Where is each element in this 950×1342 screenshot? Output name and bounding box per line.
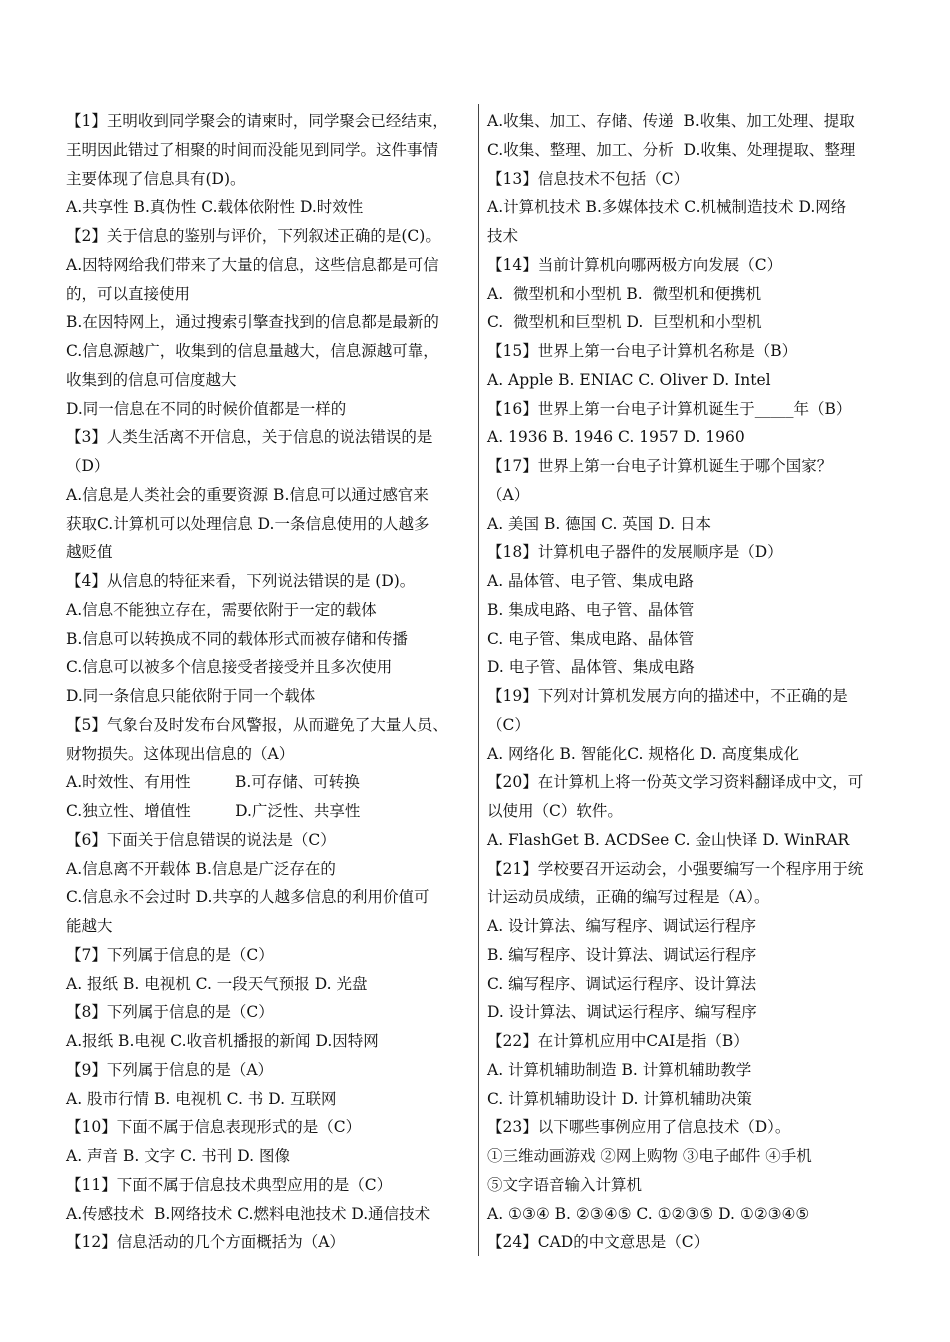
text-line: C.独立性、增值性 D.广泛性、共享性 [66,802,361,820]
text-line: 能越大 [66,917,113,935]
text-line: A.报纸 B.电视 C.收音机播报的新闻 D.因特网 [66,1032,379,1050]
text-line: A.信息离不开载体 B.信息是广泛存在的 [66,859,336,878]
text-line: 【4】从信息的特征来看，下列说法错误的是 (D)。 [66,572,416,590]
text-line: 【22】在计算机应用中CAI是指（B） [487,1032,749,1050]
text-line: A.时效性、有用性 B.可存储、可转换 [66,773,360,792]
text-line: A.收集、加工、存储、传递 B.收集、加工处理、提取 [487,112,855,130]
text-line: A. 声音 B. 文字 C. 书刊 D. 图像 [66,1147,290,1165]
text-line: 技术 [487,227,519,245]
text-line: A.信息不能独立存在，需要依附于一定的载体 [66,600,377,619]
text-line: 主要体现了信息具有(D)。 [66,169,246,188]
text-line: 【17】世界上第一台电子计算机诞生于哪个国家？ [487,457,833,475]
text-line: （D） [66,457,110,475]
left-column [66,107,470,1257]
text-line: C.信息永不会过时 D.共享的人越多信息的利用价值可 [66,888,430,907]
text-line: 【16】世界上第一台电子计算机诞生于_____年（B） [487,399,852,418]
text-line: A. 计算机辅助制造 B. 计算机辅助教学 [487,1060,752,1079]
text-line: 【15】世界上第一台电子计算机名称是（B） [487,342,798,360]
text-line: B. 编写程序、设计算法、调试运行程序 [487,945,757,964]
text-line: D. 电子管、晶体管、集成电路 [487,658,695,677]
text-line: D.同一信息在不同的时候价值都是一样的 [66,399,347,418]
text-line: B.信息可以转换成不同的载体形式而被存储和传播 [66,629,408,648]
text-line: 【7】下列属于信息的是（C） [66,945,274,964]
text-line: D. 设计算法、调试运行程序、编写程序 [487,1003,757,1022]
text-line: 【6】下面关于信息错误的说法是（C） [66,830,336,849]
text-line: ①三维动画游戏 ②网上购物 ③电子邮件 ④手机 [487,1147,812,1165]
text-line: A. ①③④ B. ②③④⑤ C. ①②③⑤ D. ①②③④⑤ [487,1204,810,1223]
text-line: C. 计算机辅助设计 D. 计算机辅助决策 [487,1089,752,1108]
text-line: A. 股市行情 B. 电视机 C. 书 D. 互联网 [66,1089,337,1108]
column-divider [478,104,479,1256]
text-line: 财物损失。这体现出信息的（A） [66,744,295,763]
text-line: ⑤文字语音输入计算机 [487,1175,643,1194]
text-line: A.因特网给我们带来了大量的信息，这些信息都是可信 [66,255,439,274]
text-line: 【18】计算机电子器件的发展顺序是（D） [487,543,783,562]
text-line: （A） [487,485,530,504]
text-line: 【23】以下哪些事例应用了信息技术（D）。 [487,1118,791,1137]
text-line: A.共享性 B.真伪性 C.载体依附性 D.时效性 [66,198,364,217]
text-line: （C） [487,715,530,734]
text-line: 【1】王明收到同学聚会的请柬时，同学聚会已经结束， [66,112,448,130]
text-line: 【21】学校要召开运动会，小强要编写一个程序用于统 [487,859,864,878]
text-line: A. 美国 B. 德国 C. 英国 D. 日本 [487,514,711,533]
text-line: 【13】信息技术不包括（C） [487,169,690,188]
text-line: A. Apple B. ENIAC C. Oliver D. Intel [487,370,771,389]
text-line: 【3】人类生活离不开信息，关于信息的说法错误的是 [66,428,433,447]
text-line: 【11】下面不属于信息技术典型应用的是（C） [66,1175,393,1194]
text-line: A. 1936 B. 1946 C. 1957 D. 1960 [487,428,745,447]
text-line: A. 设计算法、编写程序、调试运行程序 [487,917,757,935]
text-line: 以使用（C）软件。 [487,802,623,820]
text-line: 【24】CAD的中文意思是（C） [487,1233,710,1252]
text-line: C. 电子管、集成电路、晶体管 [487,629,695,648]
text-line: C. 微型机和巨型机 D. 巨型机和小型机 [487,313,762,332]
text-line: A.信息是人类社会的重要资源 B.信息可以通过感官来 [66,485,429,504]
text-line: 【5】气象台及时发布台风警报，从而避免了大量人员、 [66,715,448,734]
text-line: 【14】当前计算机向哪两极方向发展（C） [487,255,783,274]
text-line: A.计算机技术 B.多媒体技术 C.机械制造技术 D.网络 [487,198,847,217]
text-line: 越贬值 [66,543,113,562]
text-line: C.收集、整理、加工、分析 D.收集、处理提取、整理 [487,140,856,159]
text-line: 【12】信息活动的几个方面概括为（A） [66,1233,345,1252]
text-line: A. 微型机和小型机 B. 微型机和便携机 [487,284,762,303]
text-line: A. 报纸 B. 电视机 C. 一段天气预报 D. 光盘 [66,974,368,993]
text-line: 的，可以直接使用 [66,284,191,303]
right-column [487,107,891,1257]
text-line: B. 集成电路、电子管、晶体管 [487,600,695,619]
text-line: 【9】下列属于信息的是（A） [66,1060,274,1079]
text-line: 获取C.计算机可以处理信息 D.一条信息使用的人越多 [66,514,430,533]
text-line: C.信息可以被多个信息接受者接受并且多次使用 [66,658,393,677]
text-line: A. 晶体管、电子管、集成电路 [487,572,695,590]
text-line: 计运动员成绩，正确的编写过程是（A）。 [487,888,770,907]
text-line: 【10】下面不属于信息表现形式的是（C） [66,1118,362,1137]
text-line: 收集到的信息可信度越大 [66,370,237,389]
text-line: 【8】下列属于信息的是（C） [66,1003,274,1022]
text-line: A. FlashGet B. ACDSee C. 金山快译 D. WinRAR [487,830,850,849]
text-line: 【2】关于信息的鉴别与评价，下列叙述正确的是(C)。 [66,227,441,245]
text-line: D.同一条信息只能依附于同一个载体 [66,687,316,705]
text-line: A.传感技术 B.网络技术 C.燃料电池技术 D.通信技术 [66,1204,431,1223]
text-line: 【19】下列对计算机发展方向的描述中，不正确的是 [487,687,848,705]
text-line: A. 网络化 B. 智能化C. 规格化 D. 高度集成化 [487,744,800,763]
text-line: B.在因特网上，通过搜索引擎查找到的信息都是最新的 [66,313,439,332]
text-line: C. 编写程序、调试运行程序、设计算法 [487,974,757,993]
text-line: 王明因此错过了相聚的时间而没能见到同学。这件事情 [66,140,439,159]
text-line: 【20】在计算机上将一份英文学习资料翻译成中文，可 [487,773,864,792]
text-line: C.信息源越广，收集到的信息量越大，信息源越可靠， [66,342,439,360]
